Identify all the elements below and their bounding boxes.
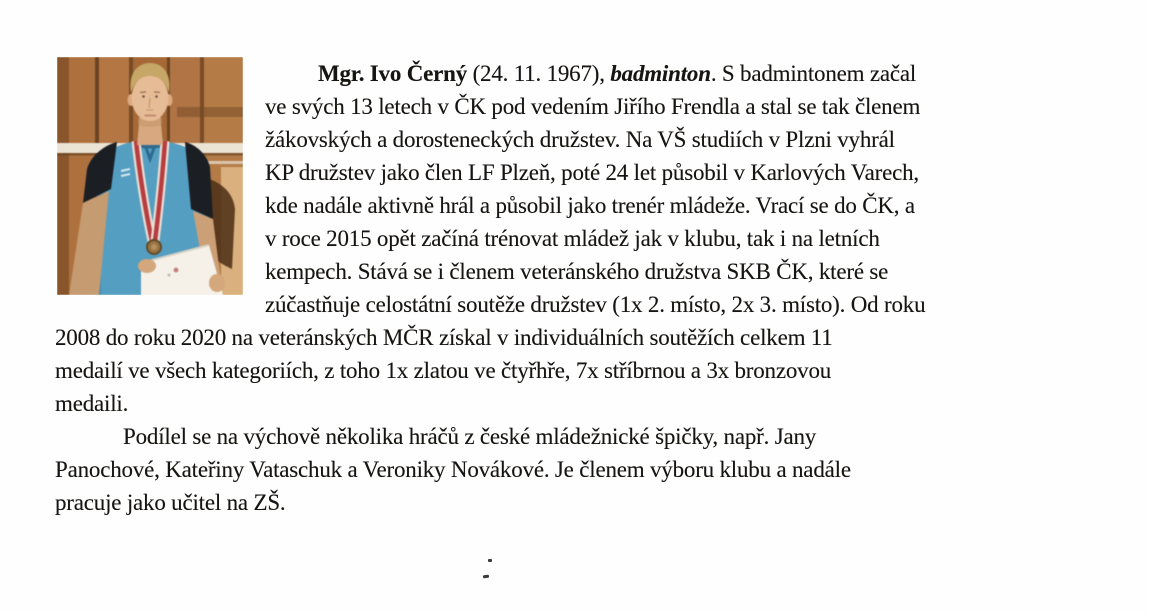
text-segment: žákovských a dorosteneckých družstev. Na VŠ studiích v Plzni vyhrál xyxy=(265,127,895,152)
text-line xyxy=(55,387,961,420)
text-line xyxy=(55,321,961,354)
paragraph-indent xyxy=(55,443,123,444)
text-segment: Mgr. Ivo Černý xyxy=(318,61,473,86)
text-segment: kde nadále aktivně hrál a působil jako trenér mládeže. Vrací se do ČK, a xyxy=(265,193,915,218)
text-line xyxy=(265,90,961,123)
text-segment: pracuje jako učitel na ZŠ. xyxy=(55,490,286,515)
scan-speck-dot xyxy=(488,559,492,562)
text-segment: medaili. xyxy=(55,391,129,416)
text-segment: Panochové, Kateřiny Vataschuk a Veroniky Novákové. Je členem výboru klubu a nadále xyxy=(55,457,851,482)
paragraph-indent xyxy=(265,80,318,81)
text-block-full xyxy=(55,321,961,519)
text-segment: 2008 do roku 2020 na veteránských MČR získal v individuálních soutěžích celkem 11 xyxy=(55,325,833,350)
left-hand xyxy=(138,259,156,273)
portrait-photo xyxy=(57,57,243,295)
text-segment: Podílel se na výchově několika hráčů z české mládežnické špičky, např. Jany xyxy=(123,424,817,449)
scan-speck-dash xyxy=(483,575,489,579)
text-line xyxy=(265,189,961,222)
text-line xyxy=(55,354,961,387)
text-line xyxy=(265,123,961,156)
text-block-right xyxy=(265,57,961,321)
text-segment: (24. 11. 1967), xyxy=(472,61,611,86)
right-hand xyxy=(209,274,225,292)
text-line xyxy=(55,453,961,486)
text-segment: KP družstev jako člen LF Plzeň, poté 24 let působil v Karlových Varech, xyxy=(265,160,919,185)
portrait-photo-graphic xyxy=(57,57,243,295)
text-line xyxy=(265,255,961,288)
text-segment: . S badmintonem začal xyxy=(710,61,917,86)
text-line xyxy=(265,288,961,321)
text-segment: v roce 2015 opět začíná trénovat mládež jak v klubu, tak i na letních xyxy=(265,226,880,251)
text-line xyxy=(55,486,961,519)
text-line xyxy=(55,420,961,453)
text-segment: kempech. Stává se i členem veteránského družstva SKB ČK, které se xyxy=(265,259,889,284)
text-segment: ve svých 13 letech v ČK pod vedením Jiřího Frendla a stal se tak členem xyxy=(265,94,921,119)
text-line xyxy=(265,57,961,90)
text-segment: zúčastňuje celostátní soutěže družstev (1x 2. místo, 2x 3. místo). Od roku xyxy=(265,292,926,317)
text-line xyxy=(265,222,961,255)
text-line xyxy=(265,156,961,189)
text-segment: medailí ve všech kategoriích, z toho 1x zlatou ve čtyřhře, 7x stříbrnou a 3x bronzovou xyxy=(55,358,832,383)
text-segment: badminton xyxy=(610,61,711,86)
